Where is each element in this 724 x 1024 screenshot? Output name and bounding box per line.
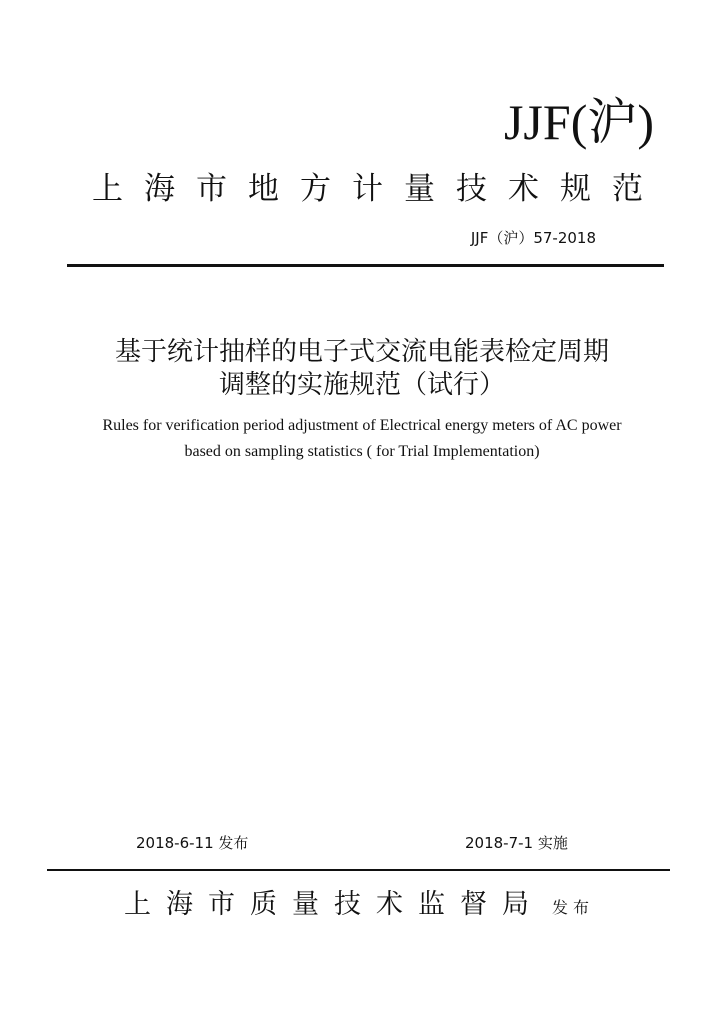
- chinese-title-line-1: 基于统计抽样的电子式交流电能表检定周期: [114, 337, 609, 367]
- bottom-divider: [47, 869, 670, 871]
- standard-code: JJF(沪): [503, 94, 654, 150]
- standard-category-title: 上海市地方计量技术规范: [92, 171, 664, 207]
- chinese-title-line-2: 调整的实施规范（试行）: [218, 370, 505, 400]
- issue-date: 2018-6-11 发布: [136, 834, 249, 852]
- effective-date: 2018-7-1 实施: [465, 834, 568, 852]
- issuing-authority: 上海市质量技术监督局: [124, 889, 544, 920]
- document-number: JJF（沪）57-2018: [470, 229, 596, 247]
- english-title-line-2: based on sampling statistics ( for Trial Implementation): [184, 443, 540, 460]
- issuing-action: 发布: [552, 898, 595, 917]
- english-title-line-1: Rules for verification period adjustment of Electrical energy meters of AC power: [102, 417, 622, 434]
- top-divider: [67, 264, 664, 267]
